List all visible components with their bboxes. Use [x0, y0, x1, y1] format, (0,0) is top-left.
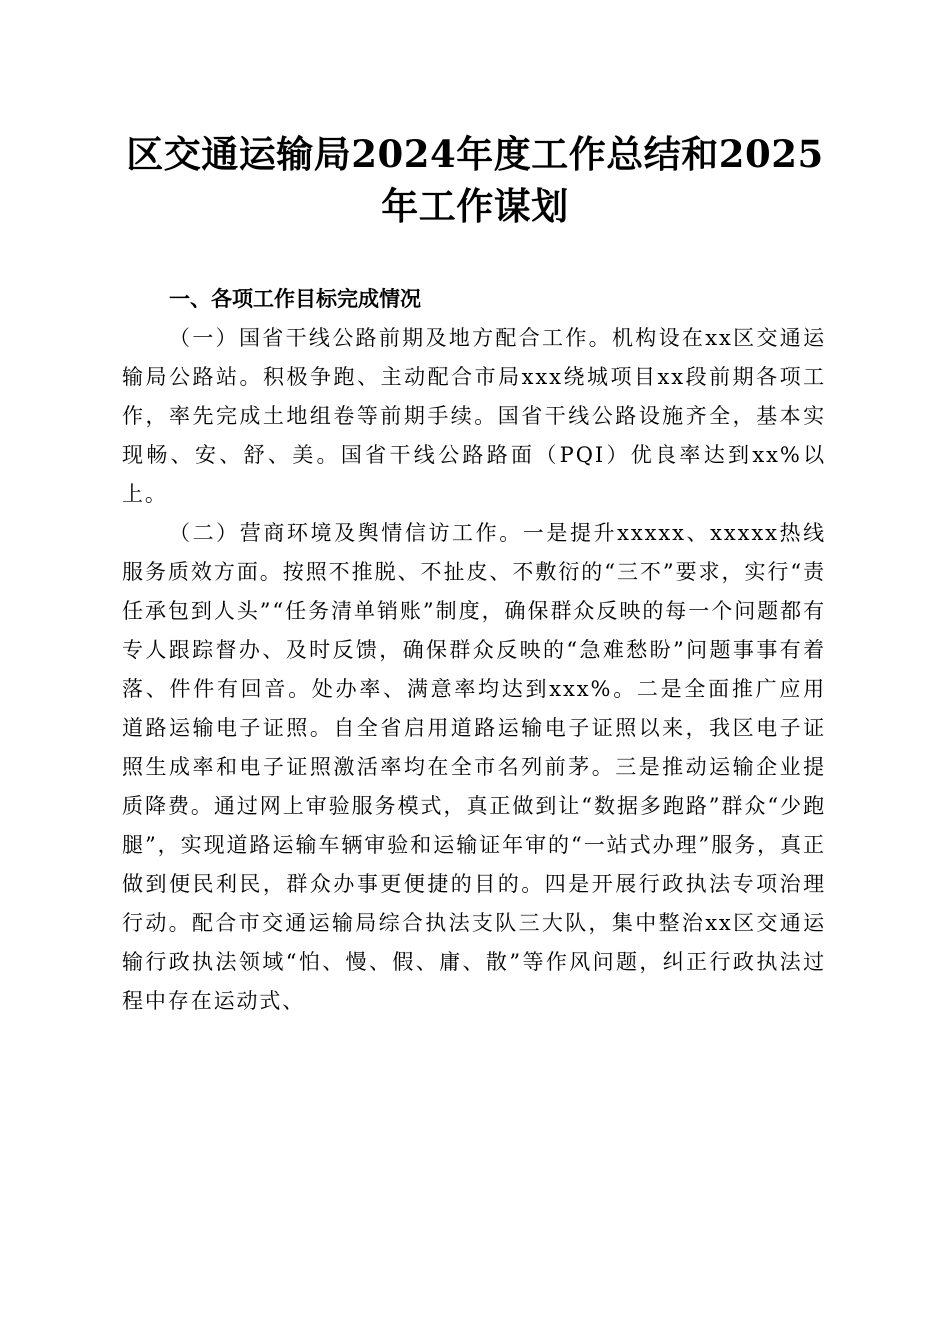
document-body	[122, 280, 826, 1021]
section-heading: 一、各项工作目标完成情况	[169, 287, 421, 311]
paragraph-highway-work: （一）国省干线公路前期及地方配合工作。机构设在xx区交通运输局公路站。积极争跑、主动配合市局xxx绕城项目xx段前期各项工作，率先完成土地组卷等前期手续。国省干线公路设施齐全，基本实现畅、安、舒、美。国省干线公路路面（PQI）优良率达到xx%以上。	[122, 326, 826, 506]
paragraph-business-environment: （二）营商环境及舆情信访工作。一是提升xxxxx、xxxxx热线服务质效方面。按照不推脱、不扯皮、不敷衍的“三不”要求，实行“责任承包到人头”“任务清单销账”制度，确保群众反映的每一个问题都有专人跟踪督办、及时反馈，确保群众反映的“急难愁盼”问题事事有着落、件件有回音。处办率、满意率均达到xxx%。二是全面推广应用道路运输电子证照。自全省启用道路运输电子证照以来，我区电子证照生成率和电子证照激活率均在全市名列前茅。三是推动运输企业提质降费。通过网上审验服务模式，真正做到让“数据多跑路”群众“少跑腿”，实现道路运输车辆审验和运输证年审的“一站式办理”服务，真正做到便民利民，群众办事更便捷的目的。四是开展行政执法专项治理行动。配合市交通运输局综合执法支队三大队，集中整治xx区交通运输行政执法领域“怕、慢、假、庸、散”等作风问题，纠正行政执法过程中存在运动式、	[122, 521, 826, 1013]
document-title: 区交通运输局2024年度工作总结和2025年工作谋划	[126, 132, 824, 228]
